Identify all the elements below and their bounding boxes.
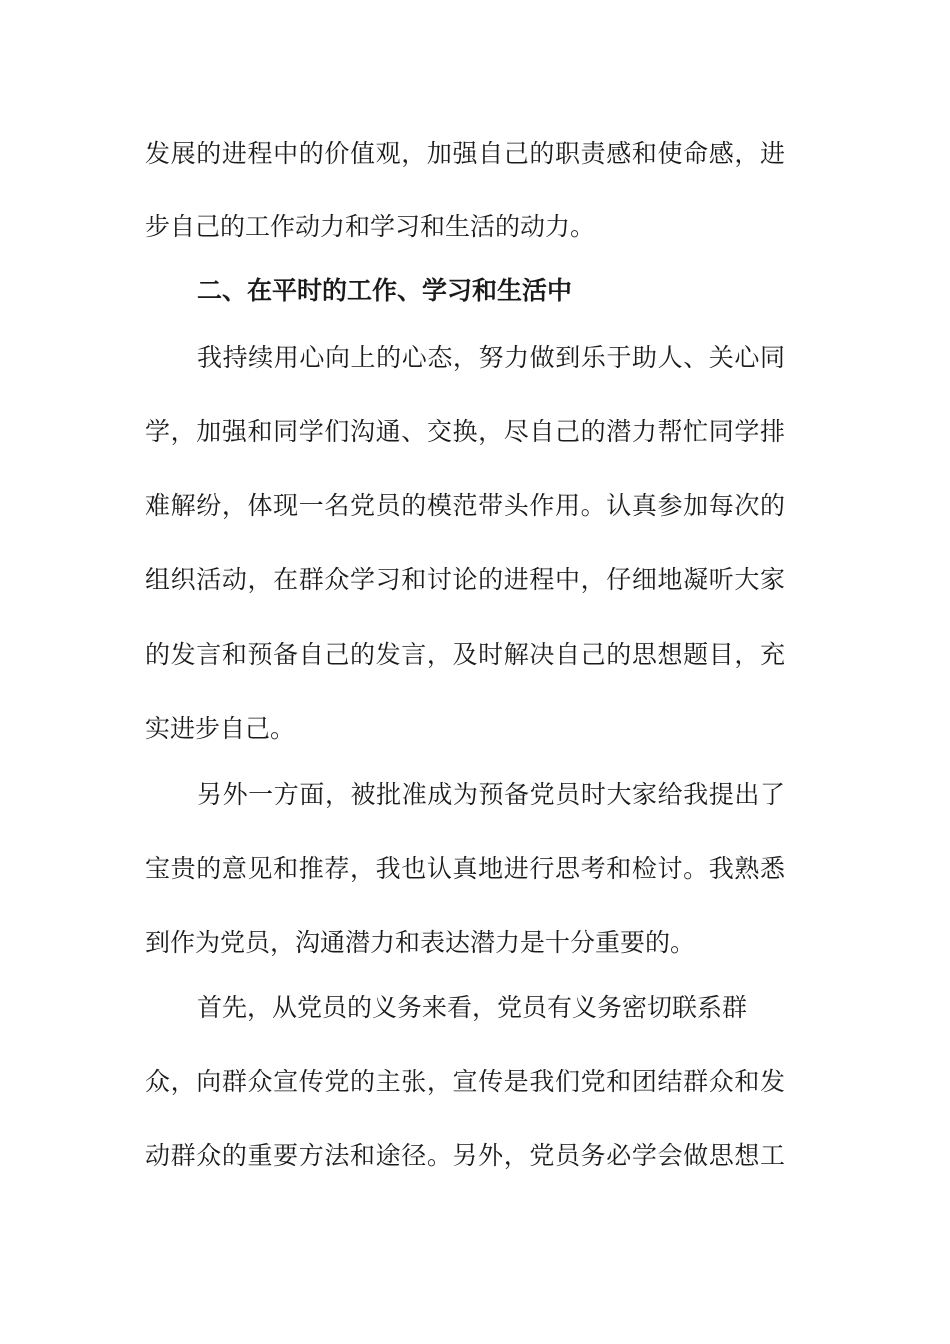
text-line: 我持续用心向上的心态，努力做到乐于助人、关心同 <box>197 343 785 372</box>
text-line: 组织活动，在群众学习和讨论的进程中，仔细地凝听大家 <box>145 565 785 594</box>
text-line: 动群众的重要方法和途径。另外，党员务必学会做思想工 <box>145 1141 785 1170</box>
text-line: 实进步自己。 <box>145 714 296 743</box>
section-heading: 二、在平时的工作、学习和生活中 <box>197 276 573 305</box>
text-line: 难解纷，体现一名党员的模范带头作用。认真参加每次的 <box>145 491 785 520</box>
text-line: 另外一方面，被批准成为预备党员时大家给我提出了 <box>197 780 785 809</box>
text-line: 发展的进程中的价值观，加强自己的职责感和使命感，进 <box>145 139 785 168</box>
text-line: 首先，从党员的义务来看，党员有义务密切联系群 <box>197 993 748 1022</box>
text-line: 宝贵的意见和推荐，我也认真地进行思考和检讨。我熟悉 <box>145 854 785 883</box>
text-line: 步自己的工作动力和学习和生活的动力。 <box>145 212 596 241</box>
text-line: 到作为党员，沟通潜力和表达潜力是十分重要的。 <box>145 928 696 957</box>
text-line: 众，向群众宣传党的主张，宣传是我们党和团结群众和发 <box>145 1067 785 1096</box>
text-line: 学，加强和同学们沟通、交换，尽自己的潜力帮忙同学排 <box>145 417 785 446</box>
text-line: 的发言和预备自己的发言，及时解决自己的思想题目，充 <box>145 640 785 669</box>
